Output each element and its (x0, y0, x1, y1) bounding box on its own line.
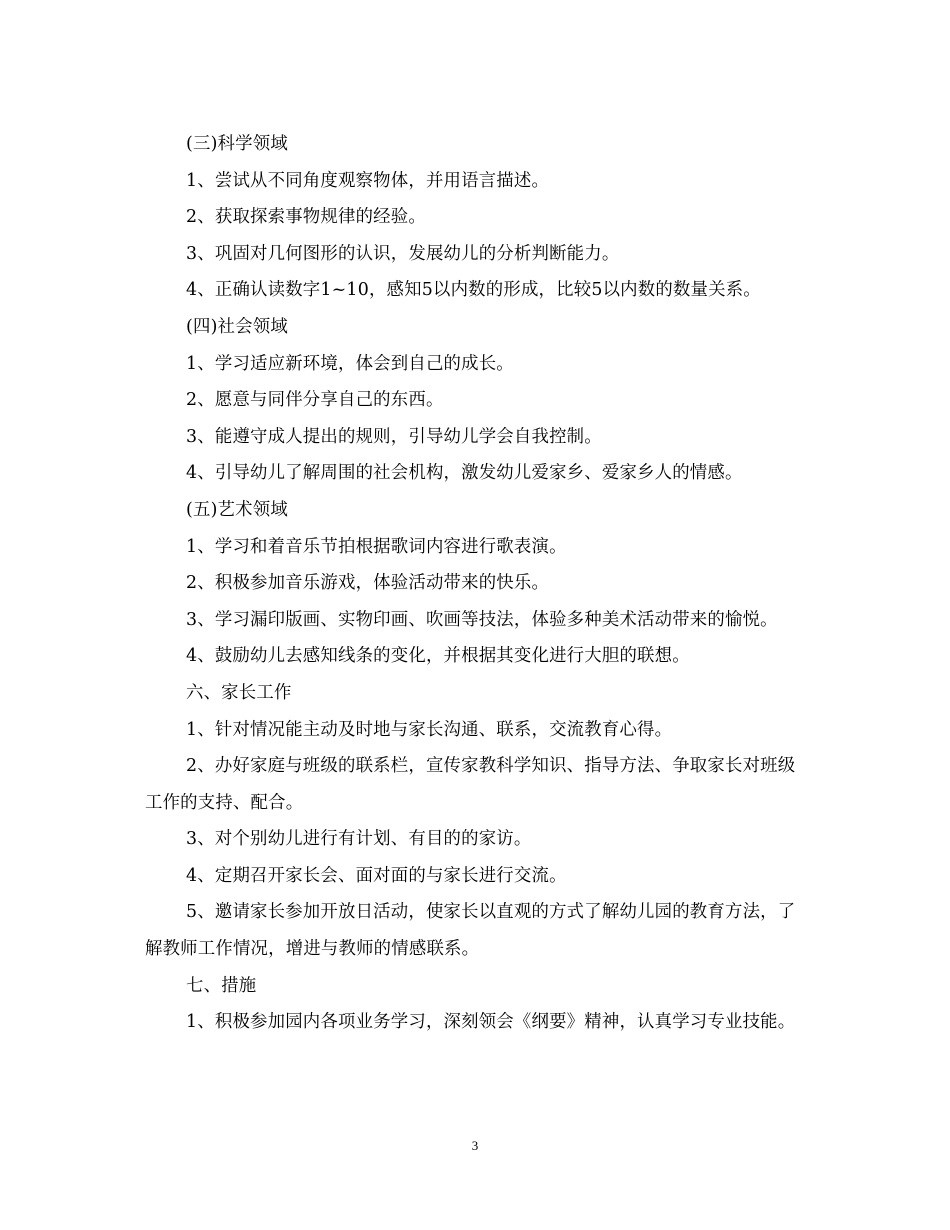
paragraph: 3、能遵守成人提出的规则，引导幼儿学会自我控制。 (186, 426, 602, 447)
paragraph: 1、学习适应新环境，体会到自己的成长。 (186, 353, 514, 374)
paragraph: 1、学习和着音乐节拍根据歌词内容进行歌表演。 (186, 536, 567, 557)
paragraph: 3、对个别幼儿进行有计划、有目的的家访。 (186, 829, 532, 850)
section-heading-science: (三)科学领域 (186, 134, 288, 154)
paragraph: 2、积极参加音乐游戏，体验活动带来的快乐。 (186, 573, 550, 594)
paragraph: 1、积极参加园内各项业务学习，深刻领会《纲要》精神，认真学习专业技能。 (186, 1012, 796, 1033)
paragraph: 1、尝试从不同角度观察物体，并用语言描述。 (186, 170, 550, 191)
paragraph: 2、办好家庭与班级的联系栏，宣传家教科学知识、指导方法、争取家长对班级工作的支持、配合。 (145, 756, 796, 813)
paragraph: 2、愿意与同伴分享自己的东西。 (186, 390, 444, 411)
section-heading-social: (四)社会领域 (186, 316, 288, 337)
paragraph: 2、获取探索事物规律的经验。 (186, 207, 426, 228)
section-heading-art: (五)艺术领域 (186, 499, 288, 520)
paragraph: 4、正确认读数字1~10，感知5以内数的形成，比较5以内数的数量关系。 (186, 280, 761, 301)
section-heading-measures: 七、措施 (186, 975, 257, 996)
document-body (145, 126, 810, 1041)
section-heading-parent-work: 六、家长工作 (186, 682, 292, 703)
paragraph: 5、邀请家长参加开放日活动，使家长以直观的方式了解幼儿园的教育方法，了解教师工作情况，增进与教师的情感联系。 (145, 902, 796, 960)
paragraph: 4、定期召开家长会、面对面的与家长进行交流。 (186, 865, 567, 886)
paragraph: 3、巩固对几何图形的认识，发展幼儿的分析判断能力。 (186, 243, 620, 264)
paragraph: 4、引导幼儿了解周围的社会机构，激发幼儿爱家乡、爱家乡人的情感。 (186, 463, 743, 484)
paragraph: 4、鼓励幼儿去感知线条的变化，并根据其变化进行大胆的联想。 (186, 646, 690, 667)
page-number: 3 (471, 1138, 479, 1153)
paragraph: 3、学习漏印版画、实物印画、吹画等技法，体验多种美术活动带来的愉悦。 (186, 609, 778, 630)
paragraph: 1、针对情况能主动及时地与家长沟通、联系，交流教育心得。 (186, 719, 673, 740)
